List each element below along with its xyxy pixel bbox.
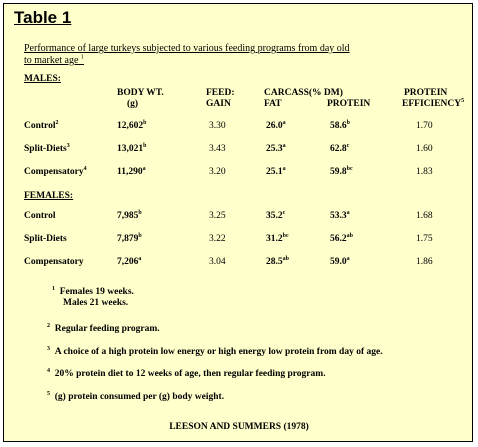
cell-fat-sup: a [282,165,286,172]
header-feed-line2: GAIN [206,99,231,109]
header-protein-efficiency [402,88,464,110]
header-protein: PROTEIN [327,99,371,109]
cell-protein-value: 53.3 [330,211,347,221]
cell-protein-efficiency: 1.86 [416,257,433,267]
cell-fat [266,234,289,245]
females-section-label: FEMALES: [24,191,74,201]
cell-protein-value: 62.8 [330,144,347,154]
cell-protein [330,257,350,268]
cell-body-weight-sup: b [138,232,142,239]
cell-body-weight-sup: a [138,255,142,262]
header-carcass: CARCASS(% DM) [264,88,343,98]
row-name [24,257,84,268]
cell-body-weight [117,234,142,245]
cell-body-weight [117,211,142,222]
cell-protein [330,144,349,155]
caption-line-2-text: to market age [24,55,79,66]
cell-fat-sup: bc [282,232,289,239]
cell-protein-sup: c [346,142,350,149]
cell-body-weight [117,121,146,132]
row-name-sup: 2 [55,119,59,126]
row-name [24,211,56,222]
cell-feed-gain: 3.04 [209,257,226,267]
footnote-mark: 3 [47,345,50,352]
footnote-mark: 1 [52,285,55,292]
cell-body-weight-value: 7,206 [117,257,139,267]
cell-protein-value: 59.8 [330,167,347,177]
cell-fat [266,144,286,155]
cell-body-weight-value: 7,879 [117,234,139,244]
cell-protein-value: 56.2 [330,234,347,244]
cell-fat [266,211,285,222]
cell-body-weight-sup: b [138,209,142,216]
table-card [3,3,473,442]
caption-line-1: Performance of large turkeys subjected to various feeding programs from day old [24,43,350,54]
footnote-text: (g) protein consumed per (g) body weight. [50,392,225,402]
cell-body-weight [117,167,146,178]
cell-fat-sup: a [282,142,286,149]
footnote-mark: 2 [47,322,50,329]
row-name-text: Split-Diets [24,234,67,244]
footnote-text-line2: Males 21 weeks. [63,298,129,308]
cell-protein-efficiency: 1.75 [416,234,433,244]
cell-body-weight-sup: b [143,119,147,126]
header-body-wt-line1: BODY WT. [117,88,164,98]
row-name-text: Control [24,211,56,221]
header-pe-footnote-mark: 5 [461,97,465,104]
table-caption [24,43,350,67]
footnote-3 [47,347,383,358]
cell-protein-sup: a [346,209,350,216]
header-feed-gain [206,88,235,110]
cell-fat [266,167,286,178]
footnote-mark: 5 [47,390,50,397]
cell-body-weight-value: 12,602 [117,121,144,131]
source-credit: LEESON AND SUMMERS (1978) [169,422,309,432]
cell-fat-sup: c [282,209,286,216]
cell-protein [330,234,353,245]
header-pe-line2 [402,99,464,110]
cell-fat [266,121,286,132]
row-name [24,144,70,155]
cell-fat-value: 26.0 [266,121,283,131]
males-section-label: MALES: [24,74,61,84]
row-name-text: Compensatory [24,167,84,177]
cell-body-weight-value: 13,021 [117,144,144,154]
cell-protein-value: 58.6 [330,121,347,131]
cell-body-weight [117,144,146,155]
cell-protein-sup: ab [346,232,353,239]
cell-feed-gain: 3.20 [209,167,226,177]
row-name [24,121,59,132]
cell-protein [330,211,350,222]
cell-protein-efficiency: 1.70 [416,121,433,131]
footnote-text: A choice of a high protein low energy or high energy low protein from day of age. [50,347,383,357]
cell-protein-value: 59.0 [330,257,347,267]
cell-body-weight-value: 11,290 [117,167,143,177]
cell-fat-value: 31.2 [266,234,283,244]
cell-protein-sup: bc [346,165,353,172]
cell-fat-value: 25.1 [266,167,283,177]
cell-protein [330,121,350,132]
row-name [24,234,67,245]
row-name [24,167,87,178]
header-pe-line2-text: EFFICIENCY [402,99,462,109]
table-title: Table 1 [14,8,72,27]
footnote-4 [47,369,326,380]
cell-fat-value: 25.3 [266,144,283,154]
footnote-mark: 4 [47,367,50,374]
cell-feed-gain: 3.43 [209,144,226,154]
footnote-text: Females 19 weeks. [55,287,134,297]
header-feed-line1: FEED: [206,88,235,98]
cell-protein-efficiency: 1.68 [416,211,433,221]
header-body-wt-line2: (g) [127,99,139,109]
cell-body-weight-sup: b [143,142,147,149]
cell-fat-sup: ab [282,255,289,262]
cell-protein [330,167,353,178]
cell-feed-gain: 3.25 [209,211,226,221]
footnote-1 [52,287,134,309]
row-name-text: Compensatory [24,257,84,267]
header-fat: FAT [264,99,282,109]
row-name-text: Control [24,121,56,131]
cell-fat-sup: a [282,119,286,126]
cell-protein-efficiency: 1.60 [416,144,433,154]
cell-fat-value: 35.2 [266,211,283,221]
cell-body-weight [117,257,141,268]
cell-feed-gain: 3.22 [209,234,226,244]
row-name-sup: 3 [66,142,70,149]
cell-fat-value: 28.5 [266,257,283,267]
cell-feed-gain: 3.30 [209,121,226,131]
cell-fat [266,257,289,268]
caption-line-2 [24,55,350,67]
cell-protein-efficiency: 1.83 [416,167,433,177]
footnote-text: Regular feeding program. [50,324,160,334]
row-name-sup: 4 [83,165,87,172]
cell-body-weight-value: 7,985 [117,211,139,221]
footnote-5 [47,392,224,403]
cell-protein-sup: a [346,255,350,262]
header-pe-line1: PROTEIN [404,88,448,98]
caption-footnote-mark: 1 [80,54,84,61]
footnote-text: 20% protein diet to 12 weeks of age, then regular feeding program. [50,369,326,379]
header-body-wt [117,88,164,110]
cell-body-weight-sup: a [142,165,146,172]
cell-protein-sup: b [346,119,350,126]
row-name-text: Split-Diets [24,144,67,154]
footnote-2 [47,324,160,335]
